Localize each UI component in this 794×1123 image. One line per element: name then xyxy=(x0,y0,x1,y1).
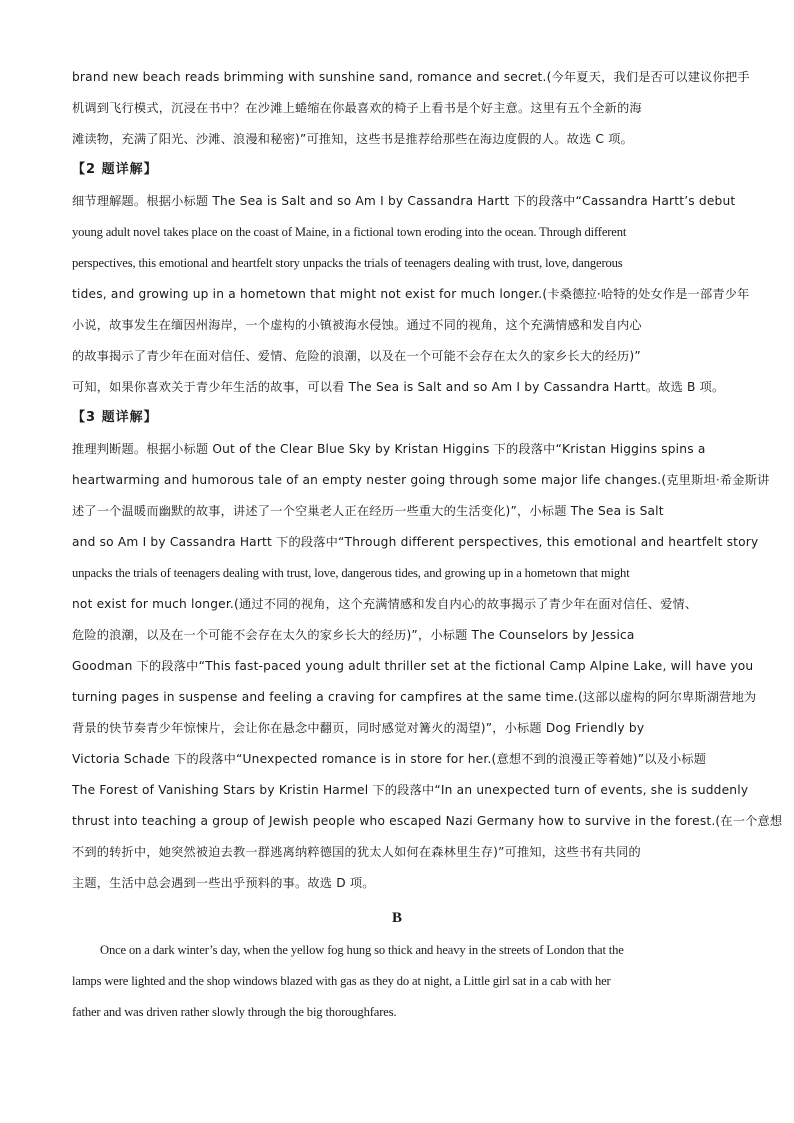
text-line: 可知，如果你喜欢关于青少年生活的故事，可以看 The Sea is Salt and so Am I by Cassandra Hartt。故选 B 项。 xyxy=(72,380,725,394)
text-line: perspectives, this emotional and heartfelt story unpacks the trials of teenagers dealing with trust, love, dangerous xyxy=(72,256,623,270)
text-line: unpacks the trials of teenagers dealing with trust, love, dangerous tides, and growing up in a hometown that might xyxy=(72,566,630,580)
text-line: 机调到飞行模式，沉浸在书中？在沙滩上蜷缩在你最喜欢的椅子上看书是个好主意。这里有五个全新的海 xyxy=(72,101,642,115)
text-line: heartwarming and humorous tale of an empty nester going through some major life changes.(克里斯坦·希金斯讲 xyxy=(72,473,770,487)
text-line: 不到的转折中，她突然被迫去教一群逃离纳粹德国的犹太人如何在森林里生存)”可推知，这些书有共同的 xyxy=(72,845,641,859)
text-line: young adult novel takes place on the coast of Maine, in a fictional town eroding into the ocean. Through different xyxy=(72,225,627,239)
text-line: 细节理解题。根据小标题 The Sea is Salt and so Am I by Cassandra Hartt 下的段落中“Cassandra Hartt’s debut xyxy=(72,194,736,208)
passage-b-line: lamps were lighted and the shop windows blazed with gas as they do at night, a Little girl sat in a cab with her xyxy=(72,974,611,988)
text-line: 小说，故事发生在缅因州海岸，一个虚构的小镇被海水侵蚀。通过不同的视角，这个充满情感和发自内心 xyxy=(72,318,642,332)
text-line: 的故事揭示了青少年在面对信任、爱情、危险的浪潮，以及在一个可能不会存在太久的家乡长大的经历)” xyxy=(72,349,641,363)
text-line: The Forest of Vanishing Stars by Kristin Harmel 下的段落中“In an unexpected turn of events, she is suddenly xyxy=(72,783,749,797)
text-line: not exist for much longer.(通过不同的视角，这个充满情感和发自内心的故事揭示了青少年在面对信任、爱情、 xyxy=(72,597,698,611)
question-3-heading: 【3 题详解】 xyxy=(72,410,158,425)
text-line: thrust into teaching a group of Jewish people who escaped Nazi Germany how to survive in the forest.(在一个意想 xyxy=(72,814,783,828)
passage-b-line: father and was driven rather slowly through the big thoroughfares. xyxy=(72,1005,397,1019)
text-line: Goodman 下的段落中“This fast-paced young adult thriller set at the fictional Camp Alpine Lake, will have you xyxy=(72,659,754,673)
text-line: tides, and growing up in a hometown that might not exist for much longer.(卡桑德拉·哈特的处女作是一部青少年 xyxy=(72,287,750,301)
text-line: turning pages in suspense and feeling a craving for campfires at the same time.(这部以虚构的阿尔卑斯湖营地为 xyxy=(72,690,757,704)
question-2-heading: 【2 题详解】 xyxy=(72,162,158,177)
text-line: 推理判断题。根据小标题 Out of the Clear Blue Sky by Kristan Higgins 下的段落中“Kristan Higgins spins a xyxy=(72,442,706,456)
text-line: 危险的浪潮，以及在一个可能不会存在太久的家乡长大的经历)”，小标题 The Counselors by Jessica xyxy=(72,628,635,642)
text-line: 述了一个温暖而幽默的故事，讲述了一个空巢老人正在经历一些重大的生活变化)”，小标题 The Sea is Salt xyxy=(72,504,664,518)
text-line: 主题，生活中总会遇到一些出乎预料的事。故选 D 项。 xyxy=(72,876,375,890)
text-line: Victoria Schade 下的段落中“Unexpected romance is in store for her.(意想不到的浪漫正等着她)”以及小标题 xyxy=(72,752,707,766)
text-line: 滩读物，充满了阳光、沙滩、浪漫和秘密)”可推知，这些书是推荐给那些在海边度假的人。故选 C 项。 xyxy=(72,132,633,146)
text-line: brand new beach reads brimming with sunshine sand, romance and secret.(今年夏天，我们是否可以建议你把手 xyxy=(72,70,750,84)
text-line: and so Am I by Cassandra Hartt 下的段落中“Through different perspectives, this emotional and heartfelt story xyxy=(72,535,759,549)
text-line: 背景的快节奏青少年惊悚片，会让你在悬念中翻页，同时感觉对篝火的渴望)”，小标题 Dog Friendly by xyxy=(72,721,645,735)
section-b-heading: B xyxy=(391,910,402,926)
passage-b-line: Once on a dark winter’s day, when the yellow fog hung so thick and heavy in the streets of London that the xyxy=(100,943,624,957)
